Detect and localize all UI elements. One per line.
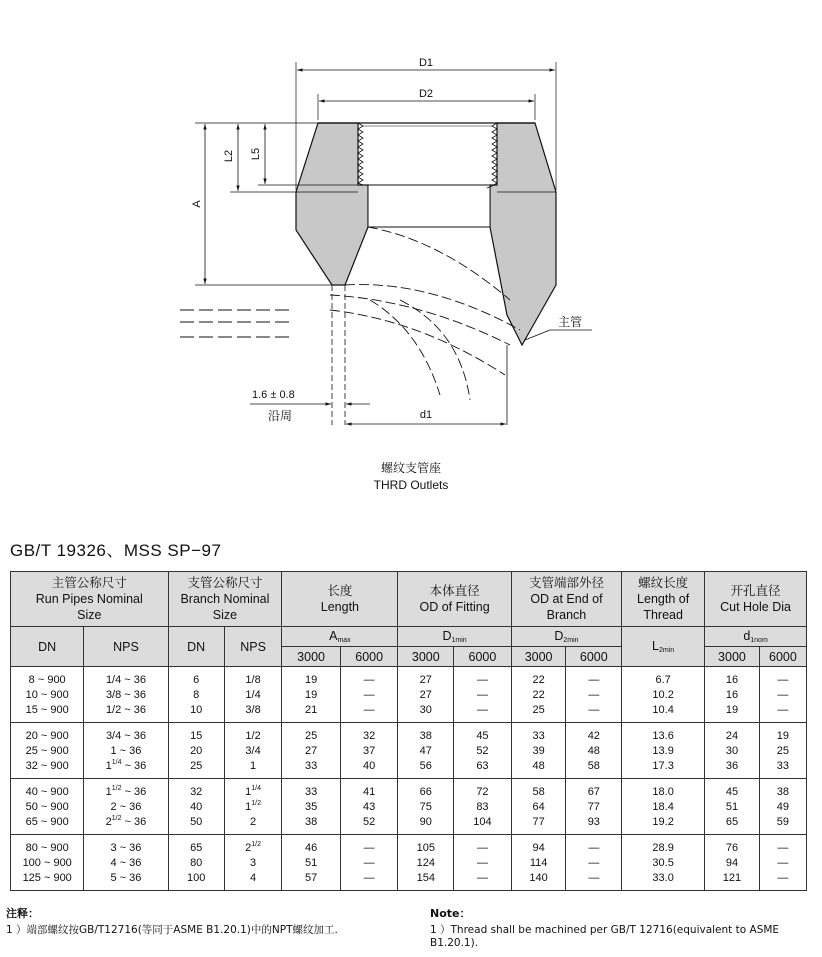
table-row xyxy=(11,815,807,835)
table-cell: — xyxy=(759,856,806,871)
table-cell: 114 xyxy=(511,856,566,871)
table-cell: 59 xyxy=(759,815,806,835)
hdr-d1-3000: 3000 xyxy=(398,647,454,667)
table-cell: 30 xyxy=(705,744,760,759)
table-cell: 10.4 xyxy=(622,703,705,723)
table-cell: 25 xyxy=(282,723,341,745)
table-cell: 76 xyxy=(705,835,760,857)
table-cell: 4 ~ 36 xyxy=(84,856,168,871)
table-cell: 100 ~ 900 xyxy=(11,856,84,871)
table-cell: 13.6 xyxy=(622,723,705,745)
around-label: 沿周 xyxy=(268,409,293,423)
hdr-dn: DN xyxy=(11,627,84,667)
table-cell: 3/8 xyxy=(224,703,282,723)
table-cell: 38 xyxy=(398,723,454,745)
table-cell: 48 xyxy=(566,744,622,759)
table-cell: 65 xyxy=(705,815,760,835)
table-cell: 25 xyxy=(759,744,806,759)
table-cell: — xyxy=(454,667,512,689)
table-cell: 36 xyxy=(705,759,760,779)
table-cell: 16 xyxy=(705,667,760,689)
table-cell: 48 xyxy=(511,759,566,779)
table-cell: 8 xyxy=(168,688,224,703)
hdr-thread-length: 螺纹长度 Length of Thread xyxy=(622,572,705,627)
table-cell: 43 xyxy=(340,800,398,815)
table-cell: 27 xyxy=(398,688,454,703)
table-cell: 18.4 xyxy=(622,800,705,815)
table-cell: 37 xyxy=(340,744,398,759)
table-cell: 33 xyxy=(282,779,341,801)
table-cell: 38 xyxy=(282,815,341,835)
table-cell: 35 xyxy=(282,800,341,815)
table-cell: 33 xyxy=(511,723,566,745)
table-cell: — xyxy=(566,835,622,857)
table-cell: — xyxy=(759,688,806,703)
table-cell: 94 xyxy=(705,856,760,871)
table-cell: $1^{1/2}$ ~ 36 xyxy=(84,779,168,801)
table-cell: 1/8 xyxy=(224,667,282,689)
table-cell: — xyxy=(340,703,398,723)
table-cell: — xyxy=(566,688,622,703)
note-cn-label: 注释： xyxy=(6,907,39,920)
table-cell: 75 xyxy=(398,800,454,815)
table-cell: 32 xyxy=(340,723,398,745)
hdr-od-end: 支管端部外径 OD at End of Branch xyxy=(511,572,621,627)
table-cell: 24 xyxy=(705,723,760,745)
table-cell: 105 xyxy=(398,835,454,857)
table-cell: — xyxy=(759,871,806,891)
table-cell: 52 xyxy=(340,815,398,835)
table-row xyxy=(11,703,807,723)
hdr-branch-dn: DN xyxy=(168,627,224,667)
table-cell: — xyxy=(454,871,512,891)
table-cell: 6.7 xyxy=(622,667,705,689)
table-cell: 19 xyxy=(759,723,806,745)
dim-d1-top: D1 xyxy=(418,57,434,69)
table-cell: 28.9 xyxy=(622,835,705,857)
hdr-dh-6000: 6000 xyxy=(759,647,806,667)
table-cell: 2 xyxy=(224,815,282,835)
table-cell: 125 ~ 900 xyxy=(11,871,84,891)
table-cell: 49 xyxy=(759,800,806,815)
dim-l2: L2 xyxy=(223,149,235,163)
table-row xyxy=(11,800,807,815)
table-cell: 90 xyxy=(398,815,454,835)
table-cell: 58 xyxy=(566,759,622,779)
table-cell: 51 xyxy=(705,800,760,815)
table-cell: 3/4 ~ 36 xyxy=(84,723,168,745)
caption-cn: 螺纹支管座 xyxy=(380,461,441,475)
hdr-run-pipes: 主管公称尺寸 Run Pipes Nominal Size xyxy=(11,572,169,627)
table-cell: 50 xyxy=(168,815,224,835)
hdr-branch-nps: NPS xyxy=(224,627,282,667)
table-cell: 10.2 xyxy=(622,688,705,703)
table-cell: 13.9 xyxy=(622,744,705,759)
table-cell: 1/2 ~ 36 xyxy=(84,703,168,723)
table-cell: 10 xyxy=(168,703,224,723)
header-row-2 xyxy=(11,627,807,647)
table-cell: 65 ~ 900 xyxy=(11,815,84,835)
hdr-d1-6000: 6000 xyxy=(454,647,512,667)
table-cell: 56 xyxy=(398,759,454,779)
thread-right xyxy=(487,123,497,188)
table-cell: 38 xyxy=(759,779,806,801)
table-row xyxy=(11,667,807,689)
hdr-a-6000: 6000 xyxy=(340,647,398,667)
table-cell: — xyxy=(566,871,622,891)
hdr-d2-3000: 3000 xyxy=(511,647,566,667)
table-cell: — xyxy=(340,856,398,871)
dim-l5: L5 xyxy=(250,147,262,161)
table-cell: 42 xyxy=(566,723,622,745)
table-cell: 4 xyxy=(224,871,282,891)
hdr-d1-nom: d1nom xyxy=(705,627,807,647)
hdr-nps: NPS xyxy=(84,627,168,667)
table-cell: 52 xyxy=(454,744,512,759)
hdr-d2-6000: 6000 xyxy=(566,647,622,667)
gap-label: 1.6 ± 0.8 xyxy=(252,389,295,401)
table-cell: 33 xyxy=(282,759,341,779)
table-cell: 2 ~ 36 xyxy=(84,800,168,815)
table-cell: 32 ~ 900 xyxy=(11,759,84,779)
table-row xyxy=(11,856,807,871)
hdr-a-max: Amax xyxy=(282,627,398,647)
caption-en: THRD Outlets xyxy=(373,478,449,492)
table-cell: 17.3 xyxy=(622,759,705,779)
table-cell: 19 xyxy=(282,688,341,703)
hdr-od-fitting: 本体直径 OD of Fitting xyxy=(398,572,511,627)
table-row xyxy=(11,744,807,759)
table-cell: 30 xyxy=(398,703,454,723)
table-cell: 20 xyxy=(168,744,224,759)
hdr-length: 长度 Length xyxy=(282,572,398,627)
table-cell: 64 xyxy=(511,800,566,815)
note-cn-text: 1 ）端部螺纹按GB/T12716(等同于ASME B1.20.1)中的NPT螺纹加工. xyxy=(6,924,338,936)
table-cell: — xyxy=(454,703,512,723)
table-cell: 77 xyxy=(566,800,622,815)
table-cell: 57 xyxy=(282,871,341,891)
standard-title: GB/T 19326、MSS SP−97 xyxy=(10,541,222,560)
table-cell: 19 xyxy=(282,667,341,689)
note-en-text: 1 ）Thread shall be machined per GB/T 12716(equivalent to ASME B1.20.1). xyxy=(430,924,780,949)
table-cell: 47 xyxy=(398,744,454,759)
table-cell: 121 xyxy=(705,871,760,891)
table-cell: 21 xyxy=(282,703,341,723)
table-cell: 27 xyxy=(398,667,454,689)
table-cell: — xyxy=(759,835,806,857)
thread-left xyxy=(358,123,363,185)
table-cell: 8 ~ 900 xyxy=(11,667,84,689)
table-cell: 80 ~ 900 xyxy=(11,835,84,857)
table-cell: — xyxy=(454,856,512,871)
table-row xyxy=(11,723,807,745)
table-cell: 140 xyxy=(511,871,566,891)
table-cell: 33.0 xyxy=(622,871,705,891)
hdr-l2-min: L2min xyxy=(622,627,705,667)
table-cell: 1 ~ 36 xyxy=(84,744,168,759)
table-cell: 94 xyxy=(511,835,566,857)
table-cell: — xyxy=(340,835,398,857)
table-cell: 10 ~ 900 xyxy=(11,688,84,703)
table-cell: 93 xyxy=(566,815,622,835)
hdr-branch: 支管公称尺寸 Branch Nominal Size xyxy=(168,572,282,627)
table-cell: — xyxy=(759,703,806,723)
table-cell: 22 xyxy=(511,688,566,703)
table-row xyxy=(11,688,807,703)
table-row xyxy=(11,871,807,891)
inner-bore xyxy=(368,185,490,227)
table-cell: 18.0 xyxy=(622,779,705,801)
table-cell: 65 xyxy=(168,835,224,857)
body-right-wall xyxy=(490,123,556,345)
table-cell: $1^{1/2}$ xyxy=(224,800,282,815)
table-cell: — xyxy=(340,667,398,689)
table-cell: — xyxy=(566,703,622,723)
table-cell: 16 xyxy=(705,688,760,703)
hdr-a-3000: 3000 xyxy=(282,647,341,667)
table-cell: 6 xyxy=(168,667,224,689)
table-cell: 20 ~ 900 xyxy=(11,723,84,745)
note-en-label: Note： xyxy=(430,907,471,920)
table-cell: $2^{1/2}$ xyxy=(224,835,282,857)
dim-a: A xyxy=(191,200,203,208)
table-cell: 124 xyxy=(398,856,454,871)
table-cell: 40 xyxy=(340,759,398,779)
table-cell: 5 ~ 36 xyxy=(84,871,168,891)
table-cell: 1/4 xyxy=(224,688,282,703)
table-cell: 15 xyxy=(168,723,224,745)
table-cell: 3 xyxy=(224,856,282,871)
table-cell: — xyxy=(454,688,512,703)
table-cell: 25 xyxy=(168,759,224,779)
table-cell: 45 xyxy=(454,723,512,745)
table-cell: 1/2 xyxy=(224,723,282,745)
table-cell: $1^{1/4}$ xyxy=(224,779,282,801)
table-cell: 63 xyxy=(454,759,512,779)
table-cell: — xyxy=(454,835,512,857)
table-cell: 22 xyxy=(511,667,566,689)
table-cell: $1^{1/4}$ ~ 36 xyxy=(84,759,168,779)
main-pipe-label: 主管 xyxy=(558,315,583,329)
table-cell: 51 xyxy=(282,856,341,871)
hdr-d2-min: D2min xyxy=(511,627,621,647)
body-left-wall xyxy=(296,123,368,285)
table-cell: 25 xyxy=(511,703,566,723)
table-cell: $2^{1/2}$ ~ 36 xyxy=(84,815,168,835)
table-cell: 41 xyxy=(340,779,398,801)
table-cell: 1 xyxy=(224,759,282,779)
hdr-d1-min: D1min xyxy=(398,627,511,647)
table-cell: 27 xyxy=(282,744,341,759)
table-cell: 1/4 ~ 36 xyxy=(84,667,168,689)
dim-d1-bottom: d1 xyxy=(419,409,433,421)
table-cell: 100 xyxy=(168,871,224,891)
header-row-1 xyxy=(11,572,807,627)
table-cell: 104 xyxy=(454,815,512,835)
table-cell: 83 xyxy=(454,800,512,815)
table-cell: 58 xyxy=(511,779,566,801)
table-cell: 66 xyxy=(398,779,454,801)
table-cell: — xyxy=(340,871,398,891)
table-cell: 3/8 ~ 36 xyxy=(84,688,168,703)
dim-d2: D2 xyxy=(418,88,434,100)
table-cell: 15 ~ 900 xyxy=(11,703,84,723)
table-cell: 33 xyxy=(759,759,806,779)
table-cell: 50 ~ 900 xyxy=(11,800,84,815)
table-cell: 154 xyxy=(398,871,454,891)
table-cell: 40 ~ 900 xyxy=(11,779,84,801)
hdr-cut-hole: 开孔直径 Cut Hole Dia xyxy=(705,572,807,627)
table-row xyxy=(11,759,807,779)
table-cell: 19.2 xyxy=(622,815,705,835)
table-cell: 3 ~ 36 xyxy=(84,835,168,857)
hdr-dh-3000: 3000 xyxy=(705,647,760,667)
table-cell: 40 xyxy=(168,800,224,815)
table-row xyxy=(11,779,807,801)
table-cell: — xyxy=(340,688,398,703)
table-cell: 3/4 xyxy=(224,744,282,759)
dimension-table xyxy=(10,571,807,891)
table-row xyxy=(11,835,807,857)
table-cell: 67 xyxy=(566,779,622,801)
table-cell: 32 xyxy=(168,779,224,801)
table-body xyxy=(11,667,807,891)
table-cell: 30.5 xyxy=(622,856,705,871)
table-cell: — xyxy=(759,667,806,689)
table-cell: 77 xyxy=(511,815,566,835)
table-cell: 72 xyxy=(454,779,512,801)
table-cell: 80 xyxy=(168,856,224,871)
table-cell: 19 xyxy=(705,703,760,723)
table-cell: 39 xyxy=(511,744,566,759)
table-cell: — xyxy=(566,856,622,871)
table-cell: — xyxy=(566,667,622,689)
table-cell: 25 ~ 900 xyxy=(11,744,84,759)
table-cell: 46 xyxy=(282,835,341,857)
table-cell: 45 xyxy=(705,779,760,801)
